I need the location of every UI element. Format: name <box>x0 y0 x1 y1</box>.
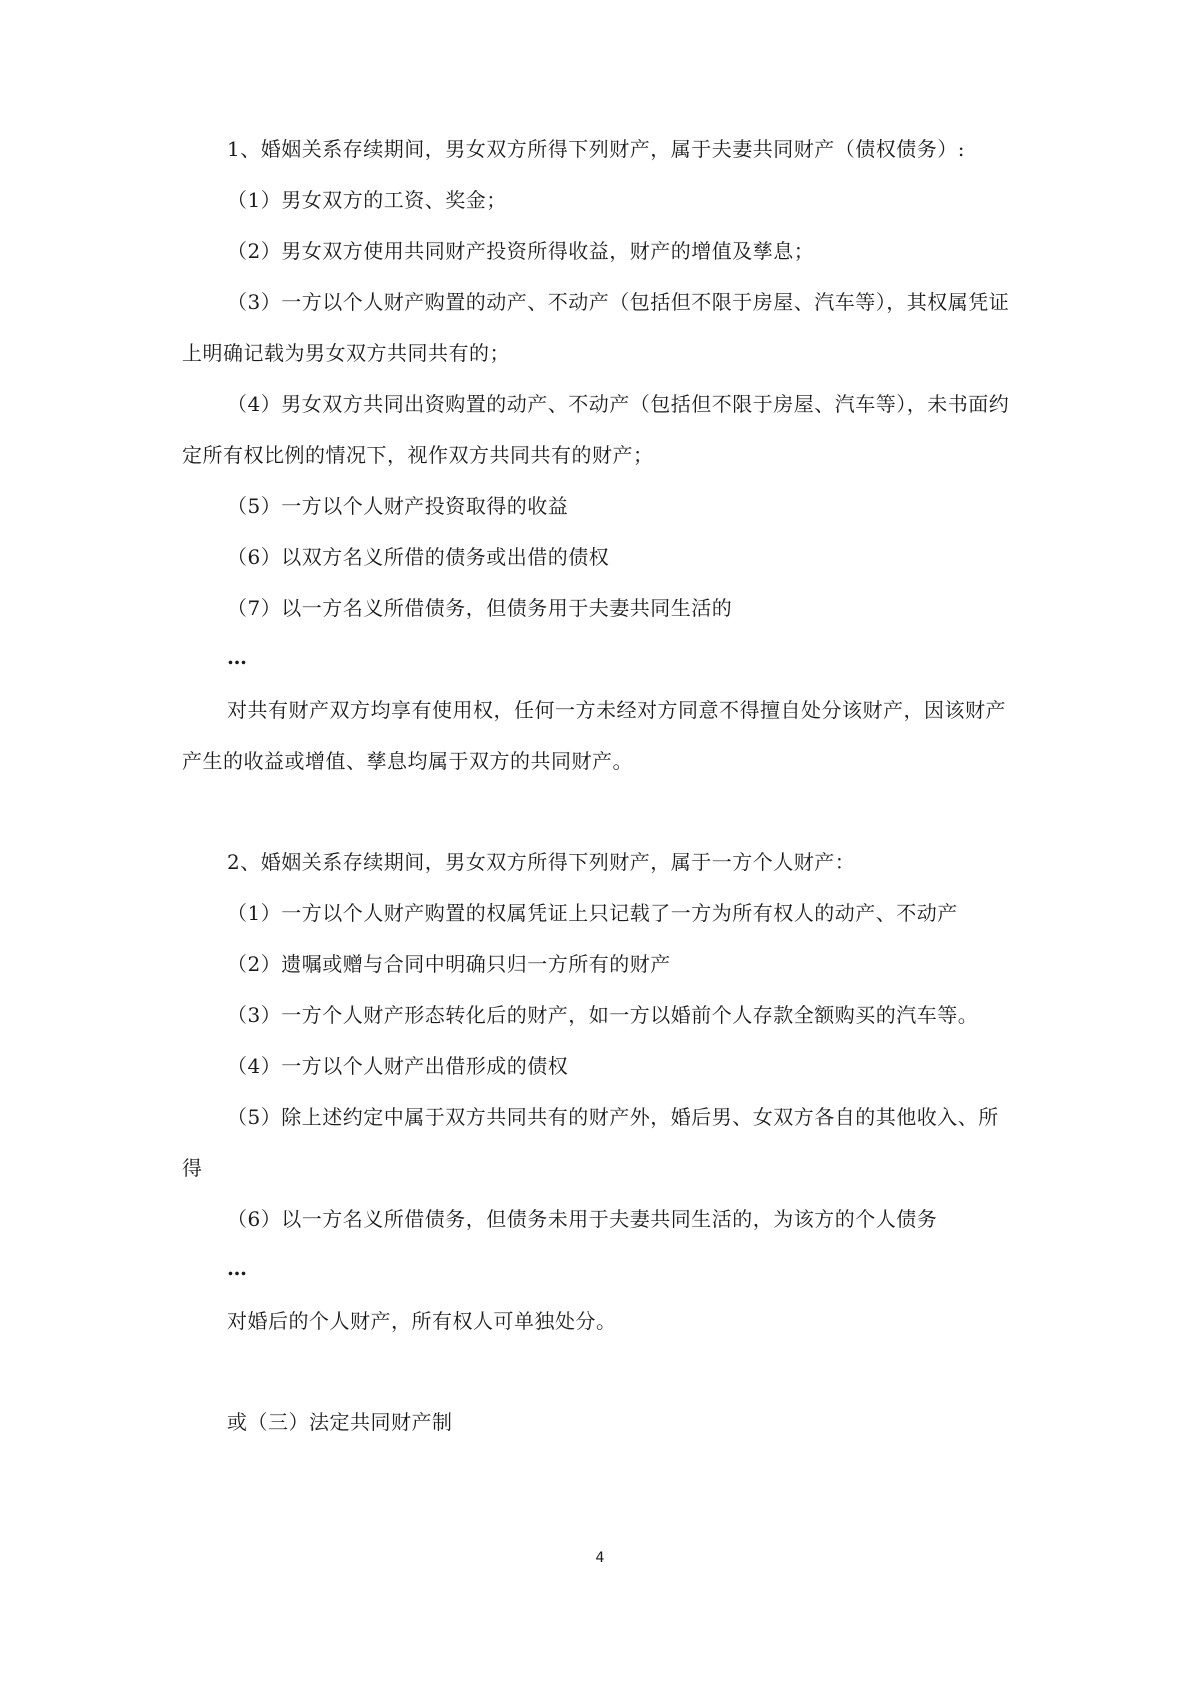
section2-heading: 2、婚姻关系存续期间，男女双方所得下列财产，属于一方个人财产： <box>227 850 856 874</box>
section2-item-1: （1）一方以个人财产购置的权属凭证上只记载了一方为所有权人的动产、不动产 <box>227 901 958 925</box>
section1-item-2: （2）男女双方使用共同财产投资所得收益，财产的增值及孳息； <box>227 239 815 263</box>
section1-ellipsis: … <box>227 645 248 669</box>
section1-paragraph-line-1: 对共有财产双方均享有使用权，任何一方未经对方同意不得擅自处分该财产，因该财产 <box>227 698 1006 722</box>
section1-heading: 1、婚姻关系存续期间，男女双方所得下列财产，属于夫妻共同财产（债权债务）: <box>227 137 965 161</box>
section2-item-5-line-2: 得 <box>182 1156 203 1180</box>
section2-ellipsis: … <box>227 1256 248 1280</box>
page-number: 4 <box>595 1550 605 1566</box>
section1-item-7: （7）以一方名义所借债务，但债务用于夫妻共同生活的 <box>227 596 733 620</box>
section2-paragraph: 对婚后的个人财产，所有权人可单独处分。 <box>227 1309 617 1333</box>
section1-item-3-line-1: （3）一方以个人财产购置的动产、不动产（包括但不限于房屋、汽车等），其权属凭证 <box>227 290 1010 314</box>
section1-item-4-line-2: 定所有权比例的情况下，视作双方共同共有的财产； <box>182 443 654 467</box>
section3-heading: 或（三）法定共同财产制 <box>227 1410 453 1434</box>
section2-item-5-line-1: （5）除上述约定中属于双方共同共有的财产外，婚后男、女双方各自的其他收入、所 <box>227 1105 999 1129</box>
section2-item-3: （3）一方个人财产形态转化后的财产，如一方以婚前个人存款全额购买的汽车等。 <box>227 1003 979 1027</box>
section1-paragraph-line-2: 产生的收益或增值、孳息均属于双方的共同财产。 <box>182 749 633 773</box>
section2-item-2: （2）遗嘱或赠与合同中明确只归一方所有的财产 <box>227 952 671 976</box>
section1-item-6: （6）以双方名义所借的债务或出借的债权 <box>227 545 610 569</box>
section1-item-3-line-2: 上明确记载为男女双方共同共有的； <box>182 341 510 365</box>
section2-item-6: （6）以一方名义所借债务，但债务未用于夫妻共同生活的，为该方的个人债务 <box>227 1207 938 1231</box>
section1-item-4-line-1: （4）男女双方共同出资购置的动产、不动产（包括但不限于房屋、汽车等），未书面约 <box>227 392 1010 416</box>
section2-item-4: （4）一方以个人财产出借形成的债权 <box>227 1054 569 1078</box>
section1-item-1: （1）男女双方的工资、奖金； <box>227 188 507 212</box>
section1-item-5: （5）一方以个人财产投资取得的收益 <box>227 494 569 518</box>
